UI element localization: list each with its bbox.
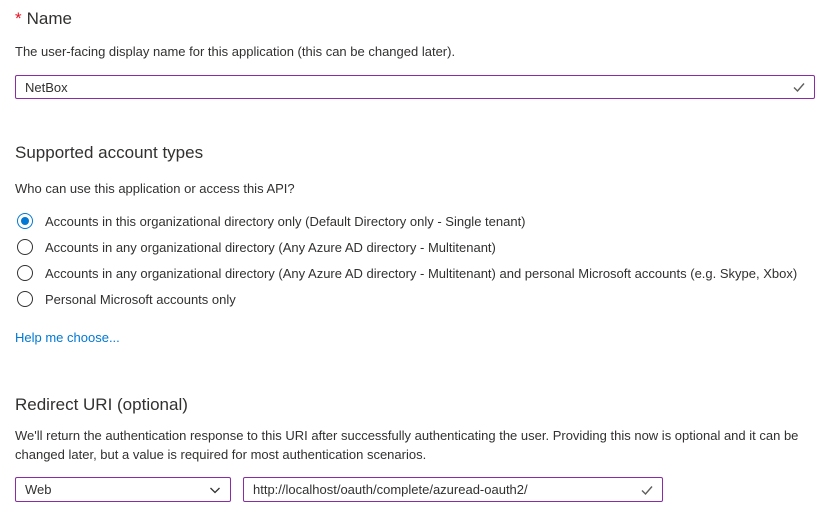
radio-option-label: Personal Microsoft accounts only (45, 291, 236, 307)
name-field-description: The user-facing display name for this application (this can be changed later). (15, 44, 456, 59)
name-input[interactable] (16, 80, 791, 95)
supported-account-types-section (15, 142, 815, 347)
account-types-radio-group (15, 208, 815, 312)
radio-option-personal-only[interactable] (15, 286, 815, 312)
redirect-uri-controls (15, 477, 815, 502)
radio-button-icon[interactable] (17, 291, 33, 307)
radio-button-icon[interactable] (17, 213, 33, 229)
radio-option-label: Accounts in this organizational directory only (Default Directory only - Single tenant) (45, 213, 526, 229)
radio-option-label: Accounts in any organizational directory (Any Azure AD directory - Multitenant) and personal Microsoft accounts (e.g. Skype, Xbox) (45, 265, 798, 281)
redirect-uri-input-container (243, 477, 663, 502)
chevron-down-icon (208, 483, 222, 497)
radio-option-single-tenant[interactable] (15, 208, 815, 234)
checkmark-icon (791, 79, 807, 95)
redirect-uri-input[interactable] (244, 482, 639, 497)
name-input-container (15, 75, 815, 99)
platform-select-value: Web (25, 482, 52, 497)
redirect-uri-heading: Redirect URI (optional) (15, 395, 188, 414)
checkmark-icon (639, 482, 655, 498)
required-asterisk: * (15, 9, 22, 28)
radio-button-icon[interactable] (17, 239, 33, 255)
platform-select[interactable] (15, 477, 231, 502)
redirect-uri-description: We'll return the authentication response to this URI after successfully authenticating the user. Providing this now is optional and it can be changed later, but a value is required for most authentication scenarios. (15, 428, 799, 462)
name-field-label: Name (26, 9, 72, 28)
radio-button-icon[interactable] (17, 265, 33, 281)
radio-option-multitenant[interactable] (15, 234, 815, 260)
help-me-choose-link[interactable]: Help me choose... (15, 330, 120, 345)
account-types-heading: Supported account types (15, 143, 204, 162)
account-types-question: Who can use this application or access this API? (15, 181, 295, 196)
redirect-uri-section (15, 394, 815, 502)
radio-option-label: Accounts in any organizational directory (Any Azure AD directory - Multitenant) (45, 239, 496, 255)
radio-option-multitenant-personal[interactable] (15, 260, 815, 286)
name-field-heading (15, 8, 815, 30)
